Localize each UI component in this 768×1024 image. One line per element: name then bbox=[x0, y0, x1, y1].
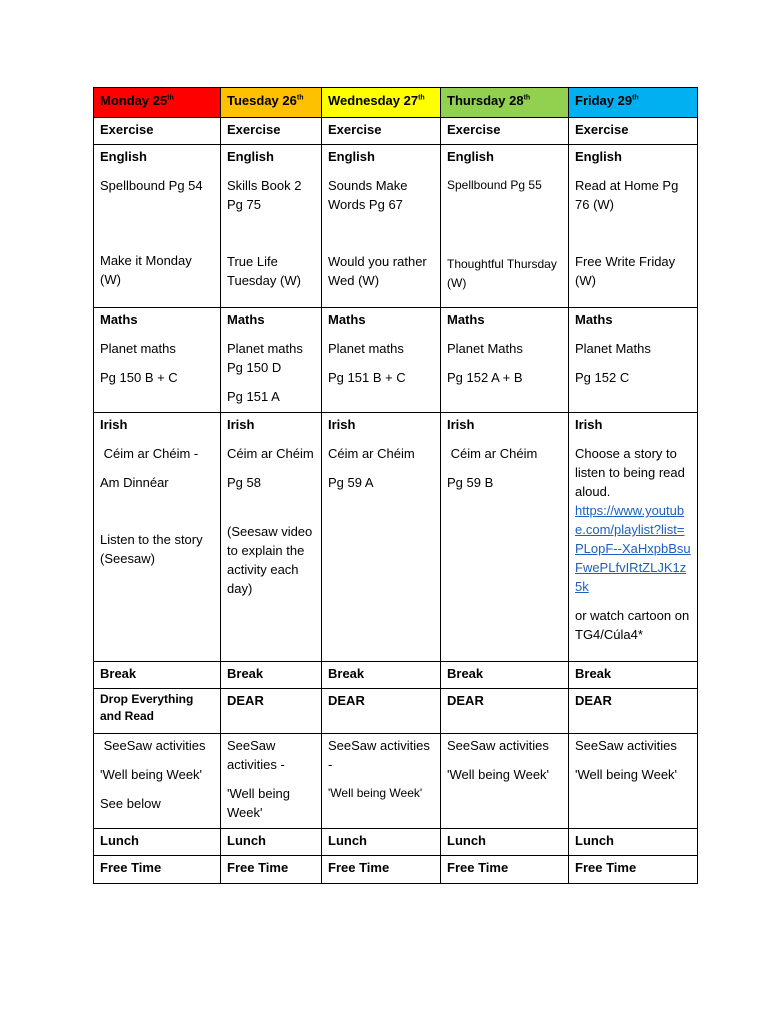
english-cell-wednesday: English Sounds Make Words Pg 67 Would you rather Wed (W) bbox=[322, 145, 441, 308]
dear-cell: DEAR bbox=[441, 689, 569, 734]
maths-cell-friday: Maths Planet Maths Pg 152 C bbox=[569, 308, 698, 413]
lunch-row bbox=[94, 829, 698, 856]
seesaw-cell-thursday: SeeSaw activities 'Well being Week' bbox=[441, 734, 569, 829]
free-time-cell: Free Time bbox=[322, 856, 441, 884]
seesaw-row bbox=[94, 734, 698, 829]
irish-cell-tuesday: Irish Céim ar Chéim Pg 58 (Seesaw video to explain the activity each day) bbox=[221, 413, 322, 662]
irish-cell-monday: Irish Céim ar Chéim - Am Dinnéar Listen to the story (Seesaw) bbox=[94, 413, 221, 662]
maths-row bbox=[94, 308, 698, 413]
exercise-cell: Exercise bbox=[322, 118, 441, 145]
irish-row bbox=[94, 413, 698, 662]
maths-cell-monday: Maths Planet maths Pg 150 B + C bbox=[94, 308, 221, 413]
english-row bbox=[94, 145, 698, 308]
lunch-cell: Lunch bbox=[569, 829, 698, 856]
weekly-timetable bbox=[93, 87, 698, 884]
dear-cell: DEAR bbox=[221, 689, 322, 734]
break-cell: Break bbox=[441, 662, 569, 689]
seesaw-cell-wednesday: SeeSaw activities - 'Well being Week' bbox=[322, 734, 441, 829]
day-header-wednesday: Wednesday 27th bbox=[322, 88, 441, 118]
break-cell: Break bbox=[322, 662, 441, 689]
seesaw-cell-monday: SeeSaw activities 'Well being Week' See below bbox=[94, 734, 221, 829]
day-header-row bbox=[94, 88, 698, 118]
irish-cell-thursday: Irish Céim ar Chéim Pg 59 B bbox=[441, 413, 569, 662]
english-cell-friday: English Read at Home Pg 76 (W) Free Write Friday (W) bbox=[569, 145, 698, 308]
exercise-row bbox=[94, 118, 698, 145]
youtube-playlist-link[interactable]: https://www.youtube.com/playlist?list=PLopF--XaHxpbBsuFwePLfvIRtZLJK1z5k bbox=[575, 503, 691, 594]
maths-cell-tuesday: Maths Planet maths Pg 150 D Pg 151 A bbox=[221, 308, 322, 413]
exercise-cell: Exercise bbox=[441, 118, 569, 145]
maths-cell-wednesday: Maths Planet maths Pg 151 B + C bbox=[322, 308, 441, 413]
maths-cell-thursday: Maths Planet Maths Pg 152 A + B bbox=[441, 308, 569, 413]
irish-cell-friday: Irish Choose a story to listen to being read aloud. https://www.youtube.com/playlist?list=PLopF--XaHxpbBsuFwePLfvIRtZLJK1z5k or watch cartoon on TG4/Cúla4* bbox=[569, 413, 698, 662]
free-time-cell: Free Time bbox=[221, 856, 322, 884]
break-cell: Break bbox=[569, 662, 698, 689]
free-time-cell: Free Time bbox=[569, 856, 698, 884]
day-header-friday: Friday 29th bbox=[569, 88, 698, 118]
english-cell-thursday: English Spellbound Pg 55 Thoughtful Thursday (W) bbox=[441, 145, 569, 308]
dear-cell: DEAR bbox=[569, 689, 698, 734]
dear-cell-monday: Drop Everything and Read bbox=[94, 689, 221, 734]
free-time-cell: Free Time bbox=[441, 856, 569, 884]
dear-row bbox=[94, 689, 698, 734]
day-header-monday: Monday 25th bbox=[94, 88, 221, 118]
seesaw-cell-tuesday: SeeSaw activities - 'Well being Week' bbox=[221, 734, 322, 829]
seesaw-cell-friday: SeeSaw activities 'Well being Week' bbox=[569, 734, 698, 829]
free-time-row bbox=[94, 856, 698, 884]
lunch-cell: Lunch bbox=[441, 829, 569, 856]
irish-cell-wednesday: Irish Céim ar Chéim Pg 59 A bbox=[322, 413, 441, 662]
lunch-cell: Lunch bbox=[94, 829, 221, 856]
exercise-cell: Exercise bbox=[569, 118, 698, 145]
dear-cell: DEAR bbox=[322, 689, 441, 734]
day-header-thursday: Thursday 28th bbox=[441, 88, 569, 118]
free-time-cell: Free Time bbox=[94, 856, 221, 884]
english-cell-monday: English Spellbound Pg 54 Make it Monday (W) bbox=[94, 145, 221, 308]
break-row bbox=[94, 662, 698, 689]
break-cell: Break bbox=[94, 662, 221, 689]
exercise-cell: Exercise bbox=[94, 118, 221, 145]
lunch-cell: Lunch bbox=[221, 829, 322, 856]
lunch-cell: Lunch bbox=[322, 829, 441, 856]
exercise-cell: Exercise bbox=[221, 118, 322, 145]
english-cell-tuesday: English Skills Book 2 Pg 75 True Life Tuesday (W) bbox=[221, 145, 322, 308]
break-cell: Break bbox=[221, 662, 322, 689]
day-header-tuesday: Tuesday 26th bbox=[221, 88, 322, 118]
